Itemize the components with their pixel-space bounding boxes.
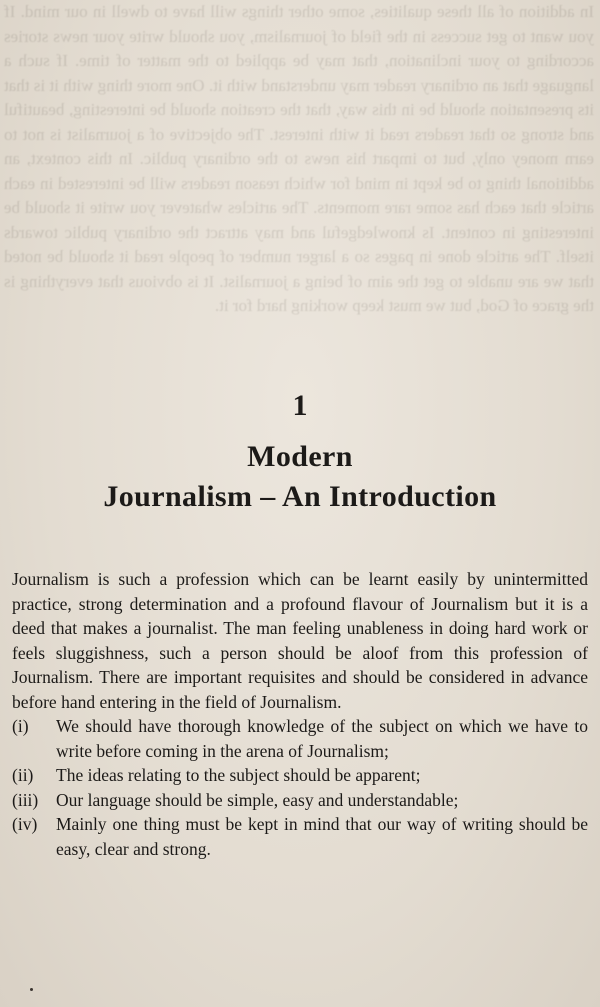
chapter-number: 1 xyxy=(292,389,308,422)
ink-speck xyxy=(30,988,33,991)
chapter-body xyxy=(12,567,588,861)
chapter-title-line-2: Journalism – An Introduction xyxy=(103,480,497,513)
list-item xyxy=(12,714,588,763)
list-marker: (iv) xyxy=(12,814,38,834)
requisites-list xyxy=(12,714,588,861)
list-item-text: We should have thorough knowledge of the subject on which we have to write before coming in the arena of Journalism; xyxy=(56,716,588,761)
list-marker: (iii) xyxy=(12,789,39,810)
list-item-text: The ideas relating to the subject should be apparent; xyxy=(56,765,421,785)
list-marker: (ii) xyxy=(12,765,34,785)
chapter-title xyxy=(0,437,600,517)
intro-paragraph: Journalism is such a profession which can be learnt easily by unintermitted practice, strong determination and a profound flavour of Journalism but it is a deed that makes a journalist. The man feeling unableness in doing hard work or feels sluggishness, such a person should be aloof from this profession of Journalism. There are important requisites and should be considered in advance before hand entering in the field of Journalism. xyxy=(12,569,588,712)
list-marker: (i) xyxy=(12,716,29,736)
list-item xyxy=(12,812,588,861)
list-item-text: Our language should be simple, easy and understandable; xyxy=(56,789,459,810)
list-item-text: Mainly one thing must be kept in mind that our way of writing should be easy, clear and strong. xyxy=(56,814,588,859)
list-item xyxy=(12,763,588,788)
bleed-through-texture: In addition of all these qualities, some other things will have to dwell in our mind. If you want to get success in the field of journalism, you should write your news stories according to your inclination, that may be applied to the matter of time. If such a language that an ordinary reader may understand with it. One more thing with it is that its presentation should be in this way, that the creation should be interesting, beautiful and strong so that readers read it with interest. The objective of a journalist is not to earn money only, but to impart his news to the ordinary public. In this context, an additional thing to be kept in mind for which reason readers will be interested in each article that each has some rare moments. The articles whatever you write it should be interesting in content. Is knowledgeful and may attract the ordinary public towards itself. The article done in pages so a larger number of people read it should be noted that we are unable to get the aim of being a journalist. It is obvious that everything is the grace of God, but we must keep working hard for it. xyxy=(4,2,594,315)
list-item xyxy=(12,788,588,813)
chapter-title-line-1: Modern xyxy=(247,440,353,473)
